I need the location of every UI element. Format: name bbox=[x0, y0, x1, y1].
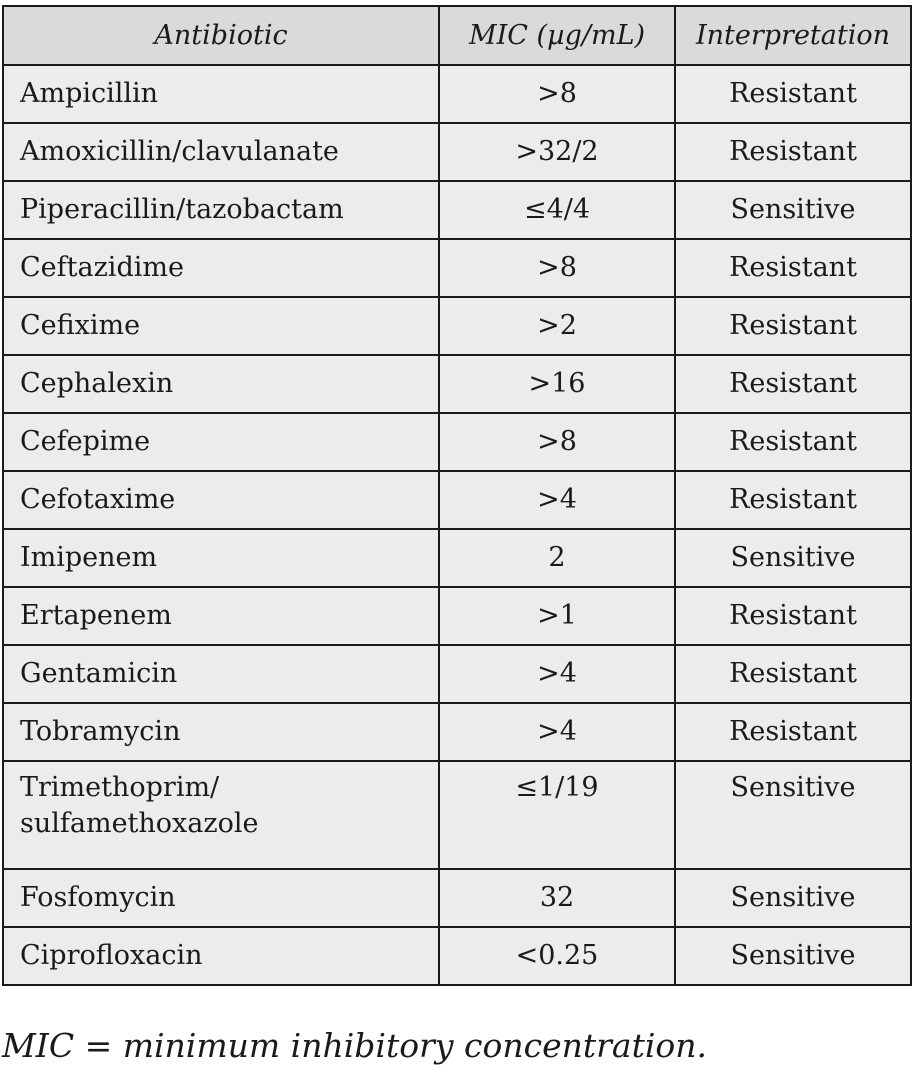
table-row bbox=[3, 123, 911, 181]
interpretation-cell: Resistant bbox=[675, 239, 911, 297]
table-footnote: MIC = minimum inhibitory concentration. bbox=[2, 1026, 708, 1065]
header-interpretation: Interpretation bbox=[675, 6, 911, 65]
interpretation-cell: Resistant bbox=[675, 703, 911, 761]
mic-cell: >8 bbox=[439, 239, 675, 297]
table-row bbox=[3, 529, 911, 587]
mic-cell: >8 bbox=[439, 65, 675, 123]
interpretation-cell: Resistant bbox=[675, 471, 911, 529]
interpretation-cell: Sensitive bbox=[675, 529, 911, 587]
antibiotic-cell: Piperacillin/tazobactam bbox=[3, 181, 439, 239]
mic-cell: >32/2 bbox=[439, 123, 675, 181]
table-row bbox=[3, 703, 911, 761]
mic-cell: >2 bbox=[439, 297, 675, 355]
interpretation-cell: Sensitive bbox=[675, 761, 911, 869]
mic-cell: 32 bbox=[439, 869, 675, 927]
interpretation-cell: Resistant bbox=[675, 645, 911, 703]
mic-cell: >4 bbox=[439, 645, 675, 703]
interpretation-cell: Resistant bbox=[675, 587, 911, 645]
table-row bbox=[3, 355, 911, 413]
antibiotic-cell: Ampicillin bbox=[3, 65, 439, 123]
antibiotic-cell: Cefixime bbox=[3, 297, 439, 355]
mic-cell: >4 bbox=[439, 703, 675, 761]
header-antibiotic: Antibiotic bbox=[3, 6, 439, 65]
interpretation-cell: Sensitive bbox=[675, 869, 911, 927]
antibiotic-cell: Gentamicin bbox=[3, 645, 439, 703]
table-row bbox=[3, 181, 911, 239]
mic-cell: <0.25 bbox=[439, 927, 675, 985]
antibiotic-cell: Ceftazidime bbox=[3, 239, 439, 297]
table-row bbox=[3, 645, 911, 703]
mic-cell: >4 bbox=[439, 471, 675, 529]
antibiotic-cell: Cefepime bbox=[3, 413, 439, 471]
mic-cell: >8 bbox=[439, 413, 675, 471]
interpretation-cell: Resistant bbox=[675, 355, 911, 413]
mic-cell: ≤1/19 bbox=[439, 761, 675, 869]
antibiotic-cell: Ertapenem bbox=[3, 587, 439, 645]
antibiotic-cell: Ciprofloxacin bbox=[3, 927, 439, 985]
antibiotic-cell: Tobramycin bbox=[3, 703, 439, 761]
table-row bbox=[3, 587, 911, 645]
interpretation-cell: Resistant bbox=[675, 413, 911, 471]
table-row bbox=[3, 471, 911, 529]
interpretation-cell: Resistant bbox=[675, 297, 911, 355]
mic-cell: ≤4/4 bbox=[439, 181, 675, 239]
table-row bbox=[3, 413, 911, 471]
antibiotic-cell: Imipenem bbox=[3, 529, 439, 587]
table-row bbox=[3, 65, 911, 123]
table-row bbox=[3, 869, 911, 927]
mic-cell: >1 bbox=[439, 587, 675, 645]
interpretation-cell: Sensitive bbox=[675, 181, 911, 239]
table-row bbox=[3, 297, 911, 355]
mic-cell: >16 bbox=[439, 355, 675, 413]
interpretation-cell: Sensitive bbox=[675, 927, 911, 985]
header-mic: MIC (µg/mL) bbox=[439, 6, 675, 65]
antibiotic-cell: Cephalexin bbox=[3, 355, 439, 413]
interpretation-cell: Resistant bbox=[675, 65, 911, 123]
interpretation-cell: Resistant bbox=[675, 123, 911, 181]
table-row bbox=[3, 927, 911, 985]
table-row bbox=[3, 761, 911, 869]
header-row bbox=[3, 6, 911, 65]
antibiotic-cell: Fosfomycin bbox=[3, 869, 439, 927]
antibiotic-cell: Trimethoprim/ sulfamethoxazole bbox=[3, 761, 439, 869]
antibiotic-cell: Cefotaxime bbox=[3, 471, 439, 529]
antibiotic-cell: Amoxicillin/clavulanate bbox=[3, 123, 439, 181]
table-row bbox=[3, 239, 911, 297]
mic-cell: 2 bbox=[439, 529, 675, 587]
mic-table bbox=[2, 5, 912, 986]
